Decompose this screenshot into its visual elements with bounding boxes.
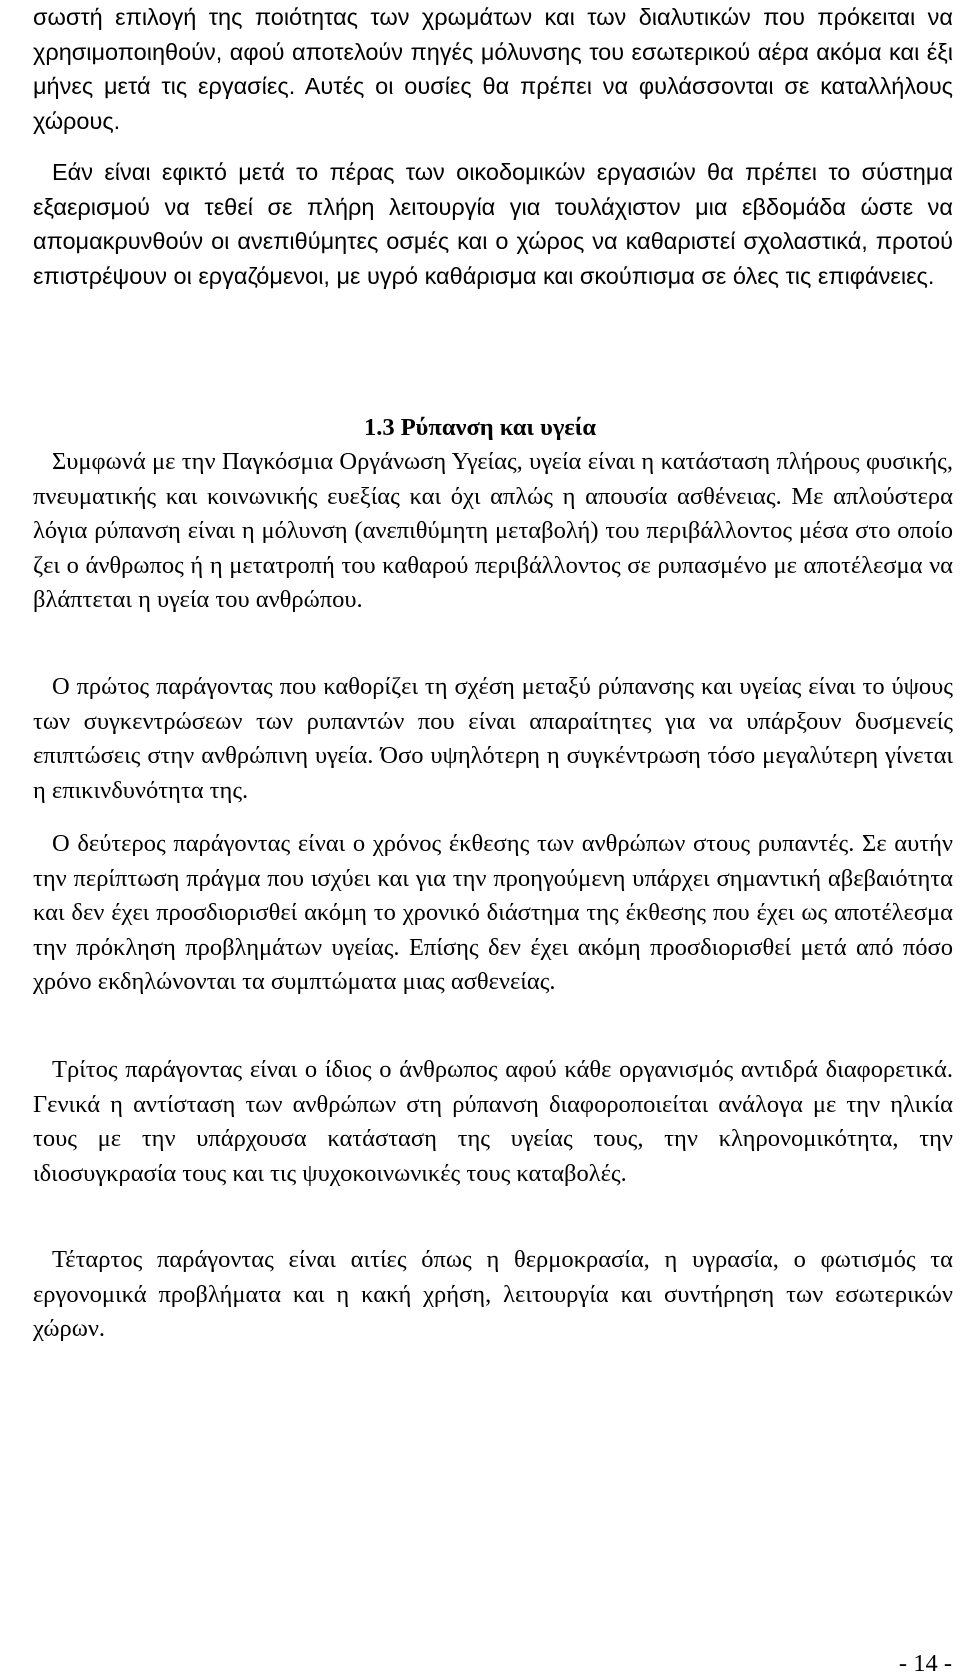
page-number: - 14 - <box>898 1650 952 1677</box>
paragraph-third-factor: Τρίτος παράγοντας είναι ο ίδιος ο άνθρωπος αφού κάθε οργανισμός αντιδρά διαφορετικά. Γενικά η αντίσταση των ανθρώπων στη ρύπανση διαφοροποιείται ανάλογα με την ηλικία τους με την υπάρχουσα κατάσταση της υγείας τους, την κληρονομικότητα, την ιδιοσυγκρασία τους και τις ψυχοκοινωνικές τους καταβολές. <box>33 1056 953 1187</box>
section-heading: 1.3 Ρύπανση και υγεία <box>363 414 597 441</box>
paragraph-ventilation: Εάν είναι εφικτό μετά το πέρας των οικοδομικών εργασιών θα πρέπει το σύστημα εξαερισμού να τεθεί σε πλήρη λειτουργία για τουλάχιστον μια εβδομάδα ώστε να απομακρυνθούν οι ανεπιθύμητες οσμές και ο χώρος να καθαριστεί σχολαστικά, προτού επιστρέψουν οι εργαζόμενοι, με υγρό καθάρισμα και σκούπισμα σε όλες τις επιφάνειες. <box>33 159 953 289</box>
paragraph-who-definition: Συμφωνά με την Παγκόσμια Οργάνωση Υγείας, υγεία είναι η κατάσταση πλήρους φυσικής, πνευματικής και κοινωνικής ευεξίας και όχι απλώς η απουσία ασθένειας. Με απλούστερα λόγια ρύπανση είναι η μόλυνση (ανεπιθύμητη μεταβολή) του περιβάλλοντος μέσα στο οποίο ζει ο άνθρωπος ή η μετατροπή του καθαρού περιβάλλοντος σε ρυπασμένο με αποτέλεσμα να βλάπτεται η υγεία του ανθρώπου. <box>33 448 953 613</box>
paragraph-first-factor: Ο πρώτος παράγοντας που καθορίζει τη σχέση μεταξύ ρύπανσης και υγείας είναι το ύψους των συγκεντρώσεων των ρυπαντών που είναι απαραίτητες για να υπάρξουν δυσμενείς επιπτώσεις στην ανθρώπινη υγεία. Όσο υψηλότερη η συγκέντρωση τόσο μεγαλύτερη γίνεται η επικινδυνότητα της. <box>33 673 953 804</box>
paragraph-paint-solvents: σωστή επιλογή της ποιότητας των χρωμάτων και των διαλυτικών που πρόκειται να χρησιμοποιηθούν, αφού αποτελούν πηγές μόλυνσης του εσωτερικού αέρα ακόμα και έξι μήνες μετά τις εργασίες. Αυτές οι ουσίες θα πρέπει να φυλάσσονται σε καταλλήλους χώρους. <box>33 4 953 134</box>
paragraph-fourth-factor: Τέταρτος παράγοντας είναι αιτίες όπως η θερμοκρασία, η υγρασία, ο φωτισμός τα εργονομικά προβλήματα και η κακή χρήση, λειτουργία και συντήρηση των εσωτερικών χώρων. <box>33 1246 953 1342</box>
paragraph-second-factor: Ο δεύτερος παράγοντας είναι ο χρόνος έκθεσης των ανθρώπων στους ρυπαντές. Σε αυτήν την περίπτωση πράγμα που ισχύει και για την προηγούμενη υπάρχει σημαντική αβεβαιότητα και δεν έχει προσδιορισθεί ακόμη το χρονικό διάστημα της έκθεσης που έχει ως αποτέλεσμα την πρόκληση προβλημάτων υγείας. Επίσης δεν έχει ακόμη προσδιορισθεί μετά από πόσο χρόνο εκδηλώνονται τα συμπτώματα μιας ασθενείας. <box>33 830 953 995</box>
